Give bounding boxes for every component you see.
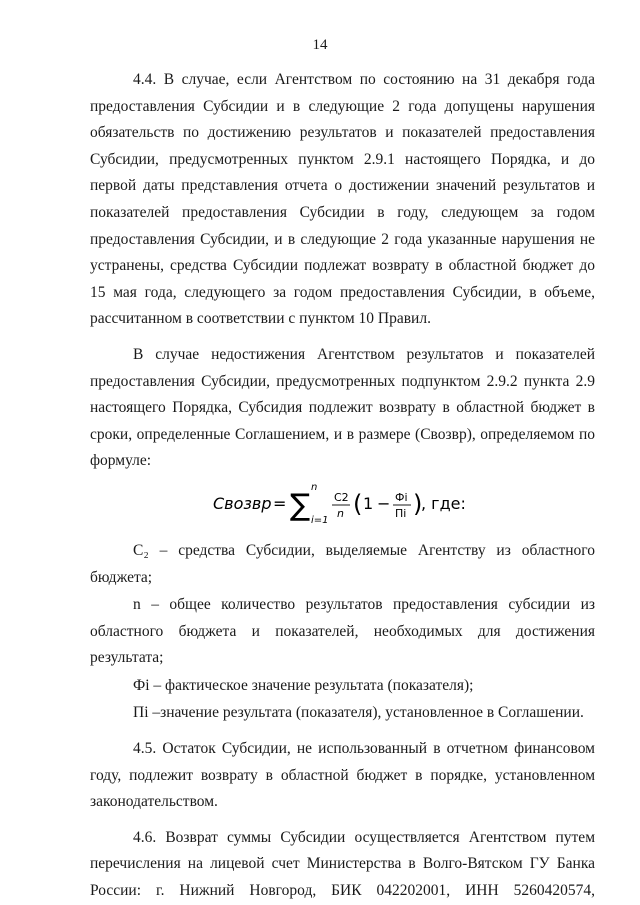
paragraph-4-6: 4.6. Возврат суммы Субсидии осуществляется Агентством путем перечисления на лицевой счет Министерства в Волго-Вятском ГУ Банка России: г. Нижний Новгород, БИК 042202001, ИНН 5260420574, bbox=[90, 828, 595, 900]
formula-sum-lower: i=1 bbox=[310, 514, 329, 526]
formula-close-paren: ) bbox=[412, 489, 422, 518]
paragraph-4-5: 4.5. Остаток Субсидии, не использованный в отчетном финансовом году, подлежит возврату в областной бюджет в порядке, установленном законодательством. bbox=[90, 740, 595, 811]
formula-open-paren: ( bbox=[352, 489, 362, 518]
formula-lhs: Свозвр bbox=[212, 493, 271, 513]
paragraph-shortfall: В случае недостижения Агентством результатов и показателей предоставления Субсидии, предусмотренных подпунктом 2.9.2 пункта 2.9 настоящего Порядка, Субсидия подлежит возврату в областной бюджет в сроки, определенные Соглашением, и в размере (Свозвр), определяемом по формуле: bbox=[90, 345, 595, 470]
paragraph-4-4: 4.4. В случае, если Агентством по состоянию на 31 декабря года предоставления Субсидии и в следующие 2 года допущены нарушения обязательств по достижению результатов и показателей предоставления Субсидии, предусмотренных пунктом 2.9.1 настоящего Порядка, и до первой даты представления отчета о достижении значений результатов и показателей предоставления Субсидии в году, следующем за годом предоставления Субсидии, и в следующие 2 года указанные нарушения не устранены, средства Субсидии подлежат возврату в областной бюджет до 15 мая года, следующего за годом предоставления Субсидии, в объеме, рассчитанном в соответствии с пунктом 10 Правил. bbox=[90, 71, 595, 328]
definition-n: n – общее количество результатов предоставления субсидии из областного бюджета и показателей, необходимых для достижения результата; bbox=[90, 596, 595, 667]
formula-equals: = bbox=[272, 493, 286, 513]
formula-sum-symbol: ∑ bbox=[289, 487, 310, 523]
page-number: 14 bbox=[312, 37, 328, 53]
formula-svg bbox=[213, 477, 473, 529]
document-body bbox=[90, 67, 595, 905]
definition-pi: Пi –значение результата (показателя), установленное в Соглашении. bbox=[133, 704, 584, 722]
definition-c2: С₂ – средства Субсидии, выделяемые Агентству из областного бюджета; bbox=[90, 541, 595, 586]
formula-frac-denominator: n bbox=[336, 506, 344, 520]
formula-minus: − bbox=[376, 493, 390, 513]
return-formula bbox=[90, 477, 595, 529]
formula-inner-numerator: Фi bbox=[394, 490, 408, 504]
formula-tail: , где: bbox=[420, 493, 466, 513]
formula-inner-denominator: Пi bbox=[394, 506, 406, 520]
formula-frac-numerator: C2 bbox=[333, 490, 349, 504]
definition-phi: Фi – фактическое значение результата (показателя); bbox=[133, 676, 474, 694]
formula-sum-upper: n bbox=[310, 481, 317, 493]
formula-one: 1 bbox=[362, 493, 373, 513]
